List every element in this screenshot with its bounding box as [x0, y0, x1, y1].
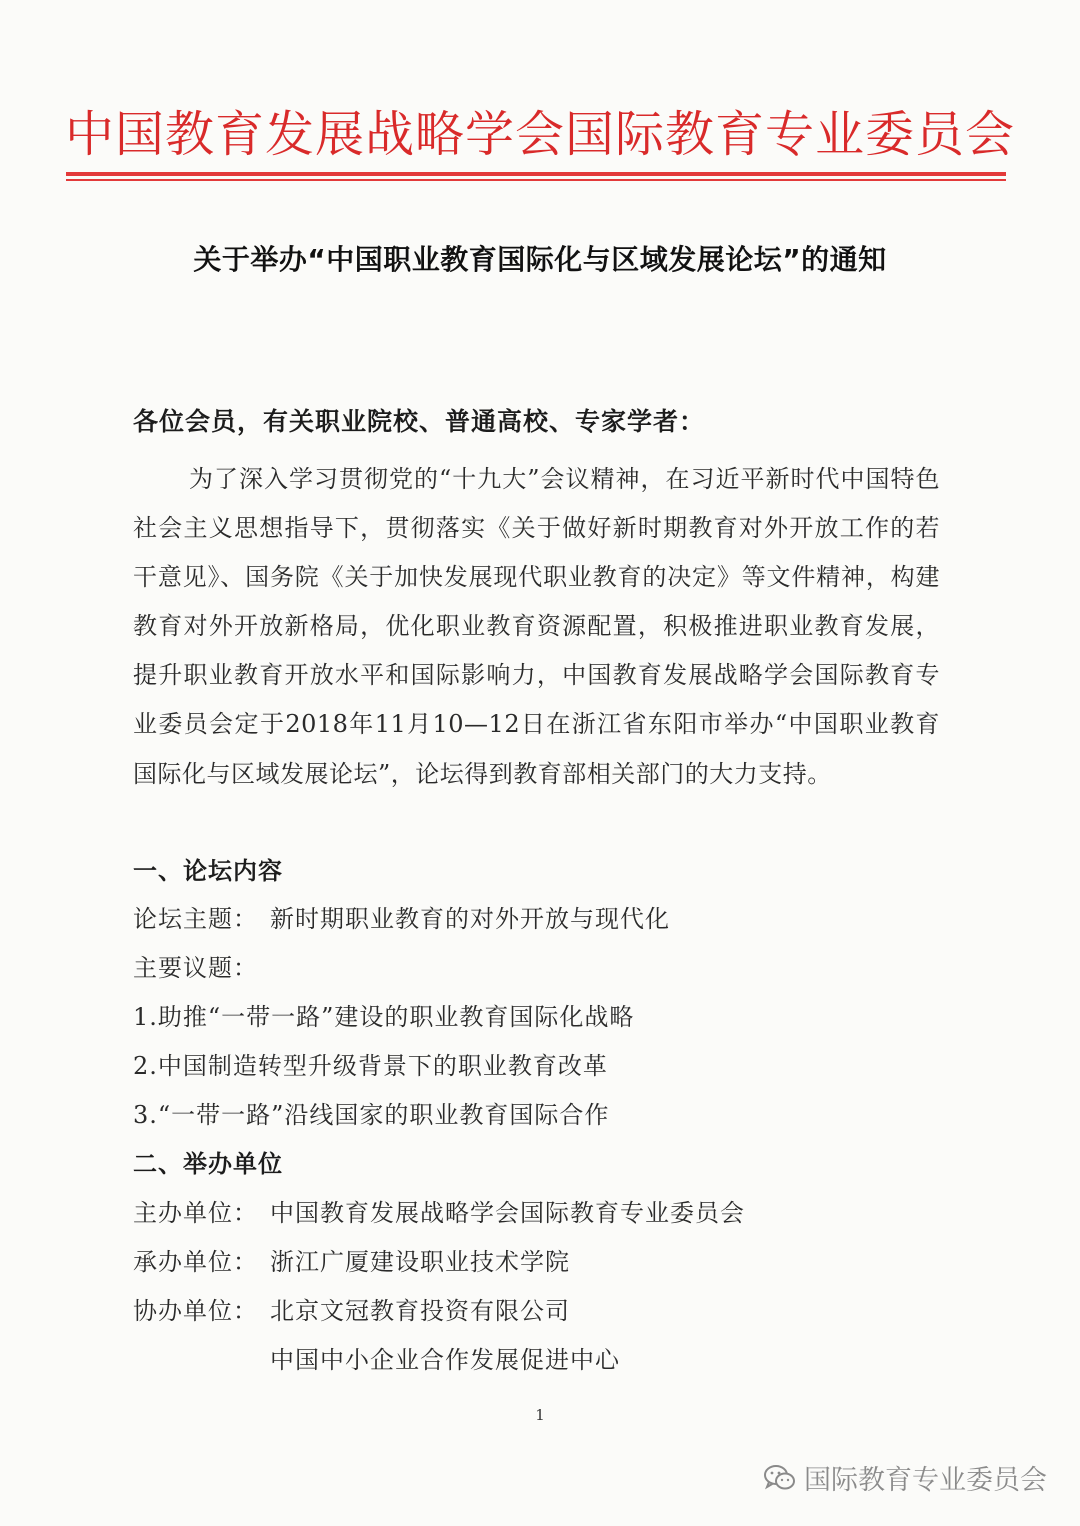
letterhead-rule-thin [66, 179, 1006, 181]
page-number: 1 [535, 1406, 545, 1424]
topic-item: 2.中国制造转型升级背景下的职业教育改革 [133, 1052, 608, 1080]
co-organizer-value: 中国中小企业合作发展促进中心 [270, 1346, 620, 1374]
topics-label: 主要议题： [133, 954, 258, 982]
watermark-text: 国际教育专业委员会 [804, 1465, 1047, 1496]
section1-heading: 一、论坛内容 [133, 857, 283, 885]
intro-paragraph: 为了深入学习贯彻党的“十九大”会议精神，在习近平新时代中国特色社会主义思想指导下，贯彻落实《关于做好新时期教育对外开放工作的若干意见》、国务院《关于加快发展现代职业教育的决定》等文件精神，构建教育对外开放新格局，优化职业教育资源配置，积极推进职业教育发展，提升职业教育开放水平和国际影响力，中国教育发展战略学会国际教育专业委员会定于2018年11月10—12日在浙江省东阳市举办“中国职业教育国际化与区域发展论坛”，论坛得到教育部相关部门的大力支持。 [133, 465, 940, 788]
forum-theme [133, 904, 670, 934]
host-value: 中国教育发展战略学会国际教育专业委员会 [270, 1199, 745, 1227]
organizer-unit [133, 1247, 570, 1277]
notice-title: 关于举办“中国职业教育国际化与区域发展论坛”的通知 [193, 243, 887, 276]
forum-theme-value: 新时期职业教育的对外开放与现代化 [270, 905, 670, 933]
host-unit [133, 1198, 745, 1228]
topic-item: 1.助推“一带一路”建设的职业教育国际化战略 [133, 1003, 635, 1031]
organizer-value: 浙江广厦建设职业技术学院 [270, 1248, 570, 1276]
letterhead-organization: 中国教育发展战略学会国际教育专业委员会 [64, 106, 1015, 163]
wechat-watermark [762, 1458, 1047, 1497]
host-label: 主办单位： [133, 1199, 258, 1227]
co-organizer-unit [133, 1296, 570, 1326]
co-organizer-value: 北京文冠教育投资有限公司 [270, 1297, 570, 1325]
wechat-icon [762, 1463, 798, 1493]
topic-item: 3.“一带一路”沿线国家的职业教育国际合作 [133, 1101, 610, 1129]
co-organizer-label: 协办单位： [133, 1297, 258, 1325]
forum-theme-label: 论坛主题： [133, 905, 258, 933]
section2-heading: 二、举办单位 [133, 1150, 283, 1178]
co-organizer-unit-2 [133, 1345, 620, 1375]
organizer-label: 承办单位： [133, 1248, 258, 1276]
salutation: 各位会员，有关职业院校、普通高校、专家学者： [133, 407, 706, 436]
letterhead-rule-thick [66, 172, 1006, 176]
